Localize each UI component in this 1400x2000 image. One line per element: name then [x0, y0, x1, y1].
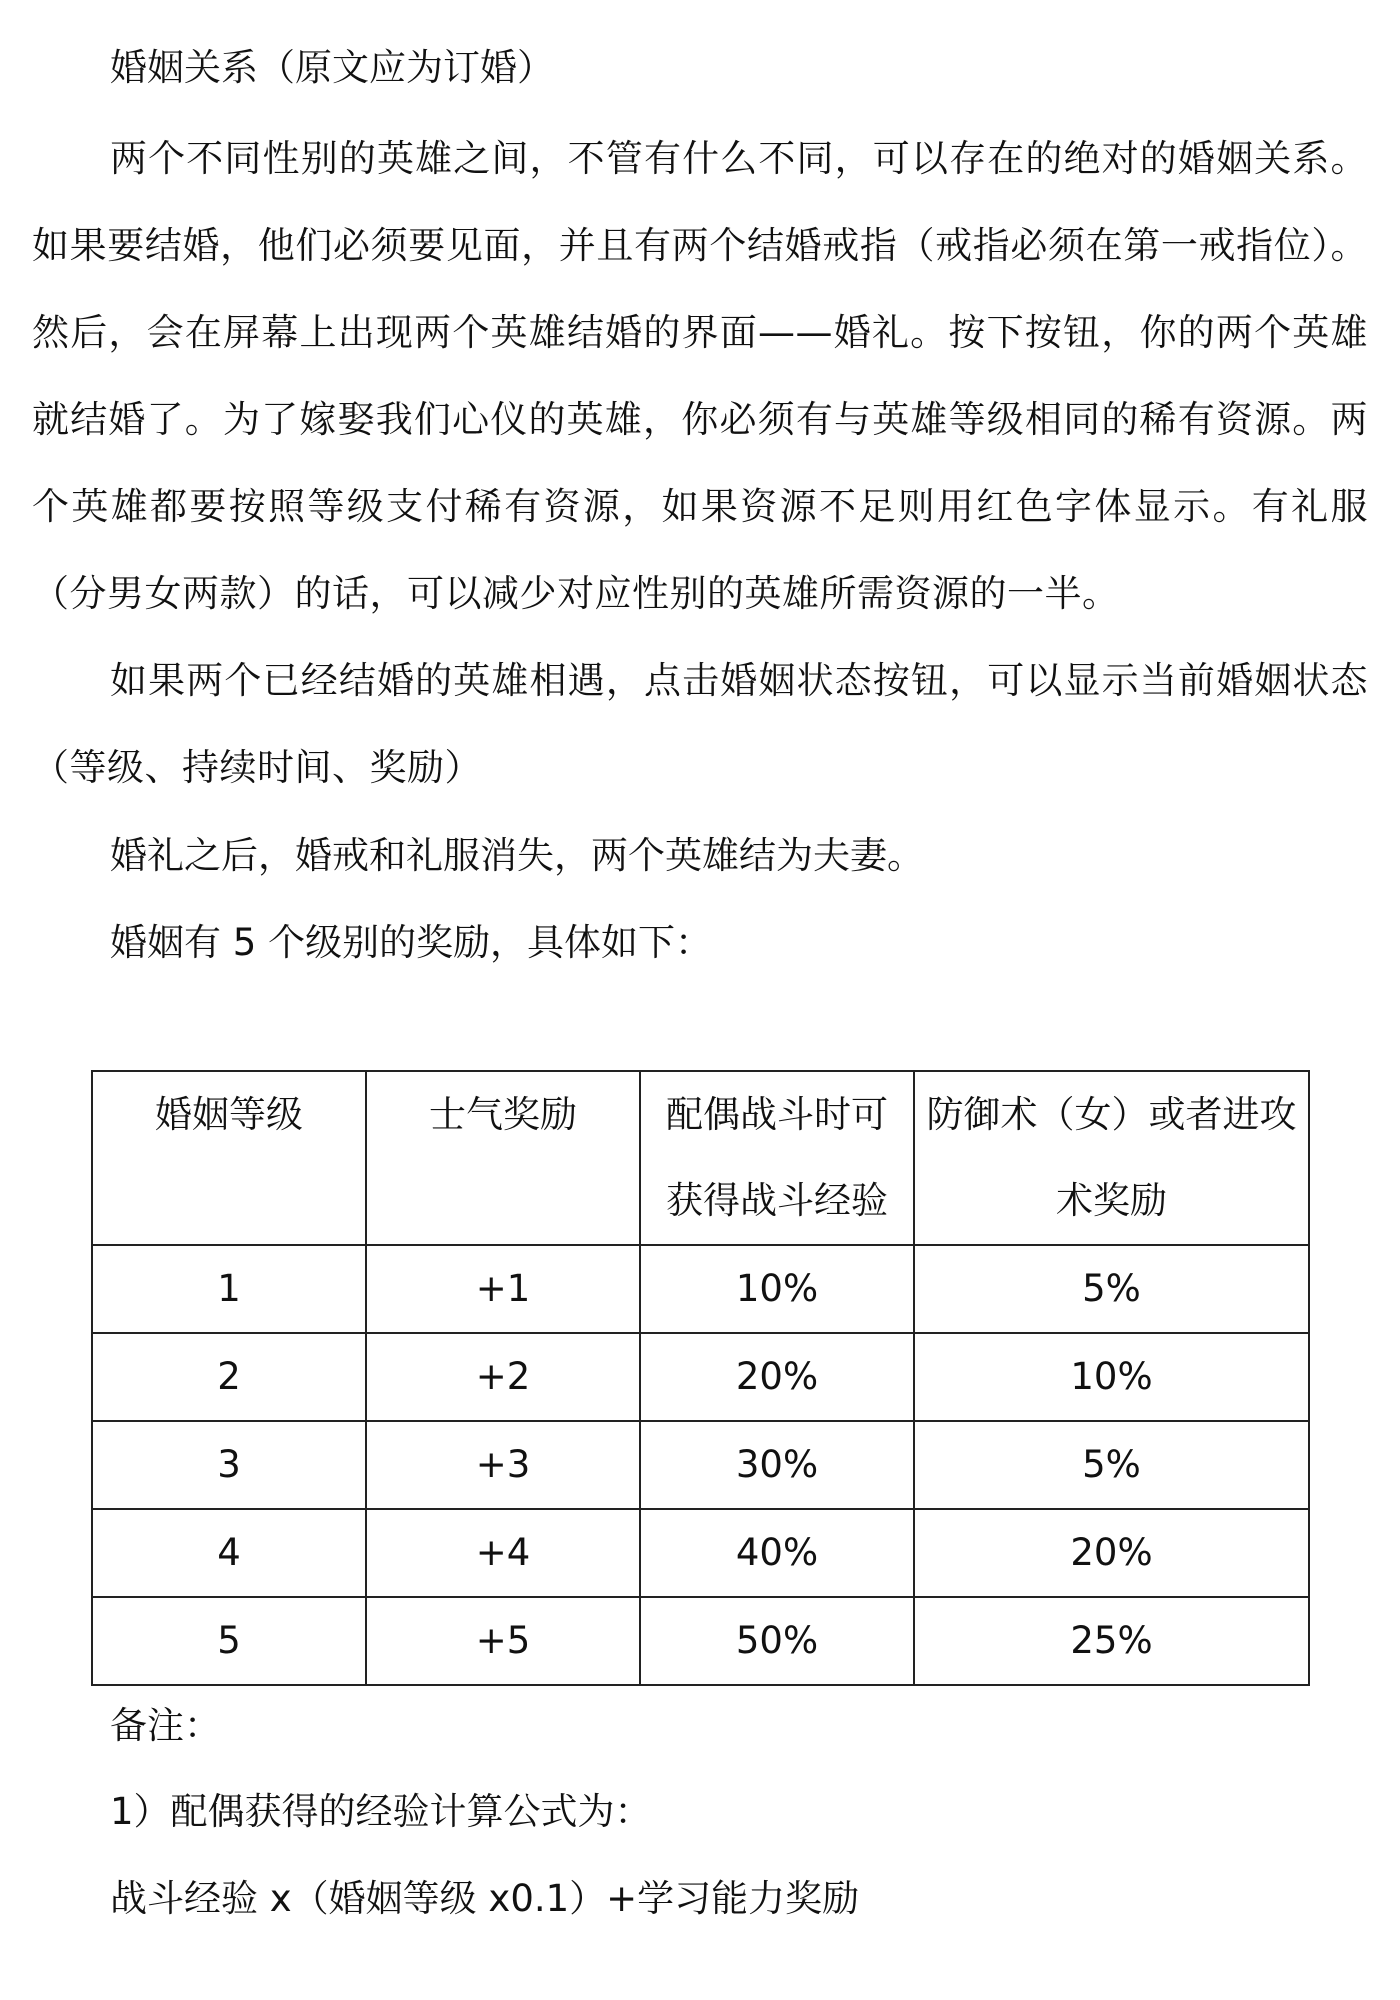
header-spouse-battle-exp: 配偶战斗时可获得战斗经验 — [640, 1071, 914, 1245]
notes-item-1: 1）配偶获得的经验计算公式为： — [110, 1790, 652, 1833]
cell-level: 4 — [92, 1509, 366, 1597]
cell-morale: +2 — [366, 1333, 640, 1421]
paragraph-reward-levels: 婚姻有 5 个级别的奖励，具体如下： — [110, 921, 713, 964]
cell-level: 2 — [92, 1333, 366, 1421]
cell-exp: 30% — [640, 1421, 914, 1509]
cell-level: 3 — [92, 1421, 366, 1509]
table-row — [92, 1509, 1309, 1597]
cell-level: 1 — [92, 1245, 366, 1333]
paragraph-marriage-status: 如果两个已经结婚的英雄相遇，点击婚姻状态按钮，可以显示当前婚姻状态（等级、持续时间、奖励） — [32, 659, 1368, 789]
cell-morale: +5 — [366, 1597, 640, 1685]
paragraph-after-wedding: 婚礼之后，婚戒和礼服消失，两个英雄结为夫妻。 — [110, 834, 924, 877]
cell-exp: 10% — [640, 1245, 914, 1333]
table-row — [92, 1333, 1309, 1421]
table-row — [92, 1421, 1309, 1509]
cell-morale: +1 — [366, 1245, 640, 1333]
notes-label: 备注： — [110, 1704, 221, 1747]
table-row — [92, 1245, 1309, 1333]
header-morale-bonus: 士气奖励 — [366, 1071, 640, 1245]
cell-skill: 5% — [914, 1245, 1309, 1333]
cell-level: 5 — [92, 1597, 366, 1685]
marriage-reward-table — [91, 1070, 1310, 1686]
header-defense-attack-bonus: 防御术（女）或者进攻术奖励 — [914, 1071, 1309, 1245]
table-row — [92, 1597, 1309, 1685]
cell-skill: 10% — [914, 1333, 1309, 1421]
cell-skill: 25% — [914, 1597, 1309, 1685]
header-marriage-level: 婚姻等级 — [92, 1071, 366, 1245]
section-title: 婚姻关系（原文应为订婚） — [110, 46, 554, 89]
table-header-row — [92, 1071, 1309, 1245]
cell-skill: 20% — [914, 1509, 1309, 1597]
cell-morale: +4 — [366, 1509, 640, 1597]
paragraph-marriage-rules: 两个不同性别的英雄之间，不管有什么不同，可以存在的绝对的婚姻关系。如果要结婚，他们必须要见面，并且有两个结婚戒指（戒指必须在第一戒指位）。然后，会在屏幕上出现两个英雄结婚的界面——婚礼。按下按钮，你的两个英雄就结婚了。为了嫁娶我们心仪的英雄，你必须有与英雄等级相同的稀有资源。两个英雄都要按照等级支付稀有资源，如果资源不足则用红色字体显示。有礼服（分男女两款）的话，可以减少对应性别的英雄所需资源的一半。 — [32, 137, 1368, 615]
cell-exp: 40% — [640, 1509, 914, 1597]
cell-exp: 20% — [640, 1333, 914, 1421]
cell-skill: 5% — [914, 1421, 1309, 1509]
notes-formula: 战斗经验 x（婚姻等级 x0.1）+学习能力奖励 — [110, 1877, 860, 1920]
cell-exp: 50% — [640, 1597, 914, 1685]
cell-morale: +3 — [366, 1421, 640, 1509]
